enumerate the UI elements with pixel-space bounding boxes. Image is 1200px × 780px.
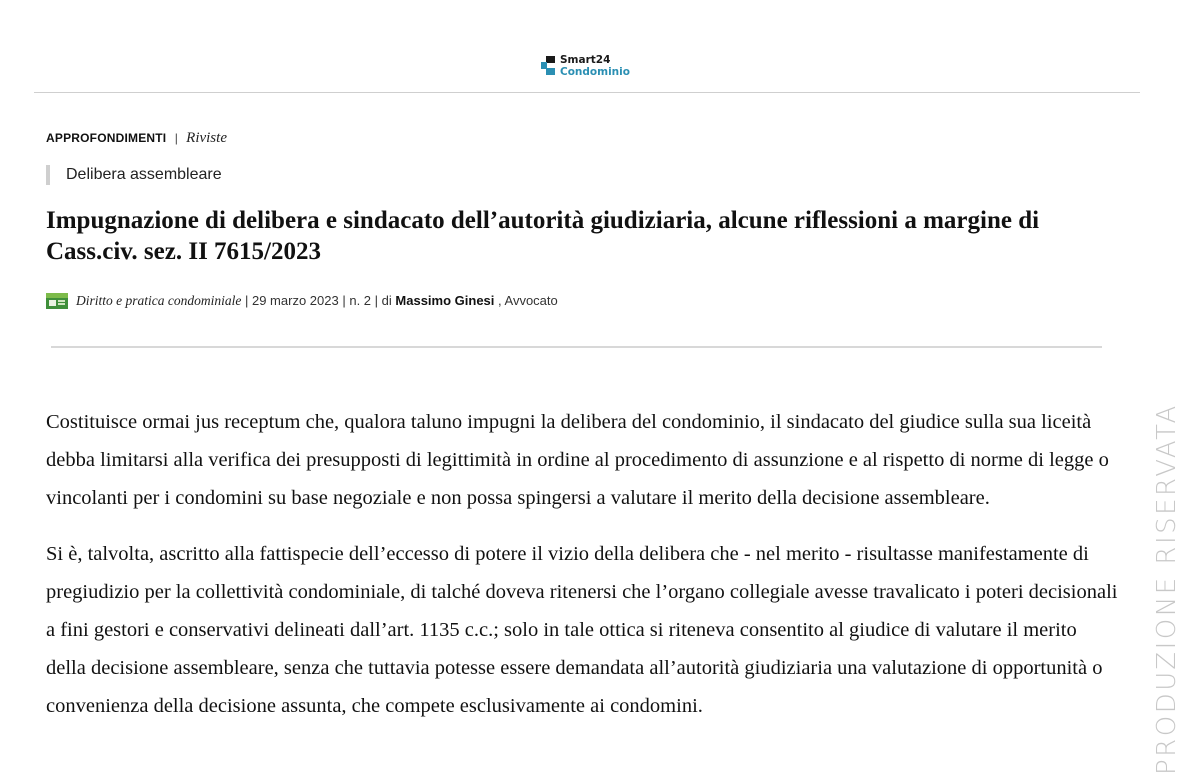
meta-divider <box>51 346 1102 348</box>
article-paragraph: Si è, talvolta, ascritto alla fattispecie dell’eccesso di potere il vizio della delibera che - nel merito - risultasse manifestamente di pregiudizio per la collettività condominiale, di talché doveva ritenersi che l’organo collegiale avesse travalicato i poteri decisionali a fini gestori e conservativi delineati dall’art. 1135 c.c.; solo in tale ottica si riteneva consentito al giudice di valutare il merito della decisione assembleare, senza che tuttavia potesse essere demandata all’autorità giudiziaria una valutazione di opportunità o convenienza della decisione assunta, che compete esclusivamente ai condomini. <box>46 543 1118 717</box>
header-divider <box>34 92 1140 93</box>
breadcrumb <box>46 130 227 147</box>
publish-date: 29 marzo 2023 <box>251 293 339 308</box>
breadcrumb-separator: | <box>174 131 178 145</box>
author-role: Avvocato <box>504 293 558 308</box>
logo-mark-icon <box>541 56 555 76</box>
reserved-watermark: PRODUZIONE RISERVATA <box>1152 403 1182 775</box>
journal-cover-icon <box>46 292 68 309</box>
section-link[interactable]: APPROFONDIMENTI <box>46 131 167 145</box>
issue-number: n. 2 <box>349 293 372 308</box>
subsection-link[interactable]: Riviste <box>186 130 227 146</box>
author-prefix: di <box>381 293 392 308</box>
journal-name[interactable]: Diritto e pratica condominiale <box>76 293 242 308</box>
smart24-condominio-logo[interactable] <box>541 54 651 80</box>
article-title: Impugnazione di delibera e sindacato dell’autorità giudiziaria, alcune riflessioni a margine di Cass.civ. sez. II 7615/2023 <box>46 207 1040 265</box>
topic-tag[interactable]: Delibera assembleare <box>46 165 222 185</box>
article-paragraph: Costituisce ormai jus receptum che, qualora taluno impugni la delibera del condominio, il sindacato del giudice sulla sua liceità debba limitarsi alla verifica dei presupposti di legittimità in ordine al procedimento di assunzione e al rispetto di norme di legge o vincolanti per i condomini su base negoziale e non possa spingersi a valutare il merito della decisione assembleare. <box>46 411 1109 509</box>
article-meta: Diritto e pratica condominiale | 29 marzo 2023 | n. 2 | di Massimo Ginesi , Avvocato <box>46 291 558 311</box>
article-body <box>46 403 1121 743</box>
logo-text-condominio: Condominio <box>560 66 630 78</box>
author-name[interactable]: Massimo Ginesi <box>395 293 495 308</box>
logo-text-smart24: Smart24 <box>560 54 611 66</box>
